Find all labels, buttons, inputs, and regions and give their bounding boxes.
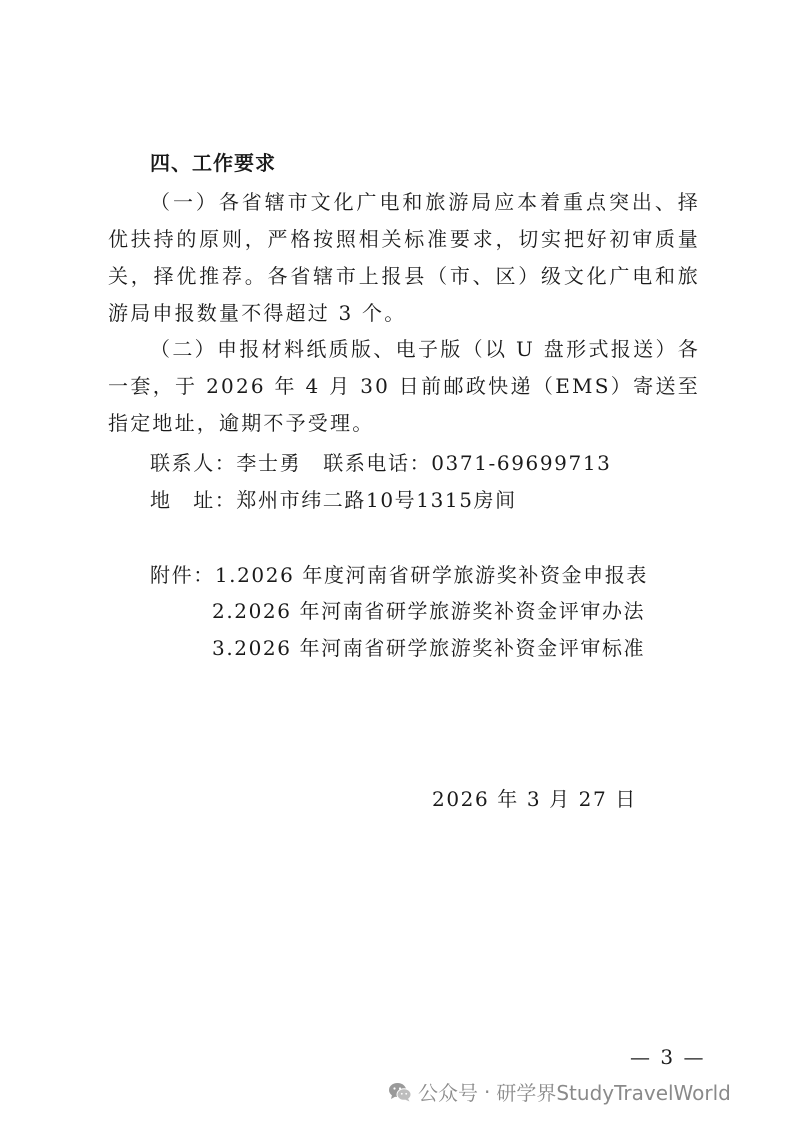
attachment-item-2: 2.2026 年河南省研学旅游奖补资金评审办法 xyxy=(212,599,646,623)
watermark-account: 研学界StudyTravelWorld xyxy=(496,1081,731,1105)
attachment-item xyxy=(150,562,648,588)
contact-person-label: 联系人： xyxy=(150,451,237,475)
contact-phone-label: 联系电话： xyxy=(323,451,432,475)
issue-date: 2026 年 3 月 27 日 xyxy=(432,787,637,811)
page-number: — 3 — xyxy=(630,1045,706,1069)
attachments-label: 附件： xyxy=(150,563,215,587)
wechat-icon xyxy=(388,1081,412,1103)
contact-line xyxy=(150,450,611,476)
contact-person: 李士勇 xyxy=(236,451,302,475)
paragraph-requirements: （一）各省辖市文化广电和旅游局应本着重点突出、择优扶持的原则，严格按照相关标准要求，切实把好初审质量关，择优推荐。各省辖市上报县（市、区）级文化广电和旅游局申报数量不得超过 3 个。 xyxy=(108,190,700,325)
address-label: 地 址： xyxy=(150,488,237,512)
watermark-prefix: 公众号 xyxy=(418,1081,478,1105)
address-value: 郑州市纬二路10号1315房间 xyxy=(236,488,517,512)
attachment-item-3: 3.2026 年河南省研学旅游奖补资金评审标准 xyxy=(212,636,646,660)
paragraph-submission: （二）申报材料纸质版、电子版（以 U 盘形式报送）各一套，于 2026 年 4 月 30 日前邮政快递（EMS）寄送至指定地址，逾期不予受理。 xyxy=(108,337,700,435)
contact-phone: 0371-69699713 xyxy=(431,451,612,475)
section-heading: 四、工作要求 xyxy=(150,151,276,175)
watermark xyxy=(388,1077,731,1106)
watermark-separator: · xyxy=(484,1079,491,1104)
attachment-item-1: 1.2026 年度河南省研学旅游奖补资金申报表 xyxy=(214,563,648,587)
address-line xyxy=(150,487,517,513)
